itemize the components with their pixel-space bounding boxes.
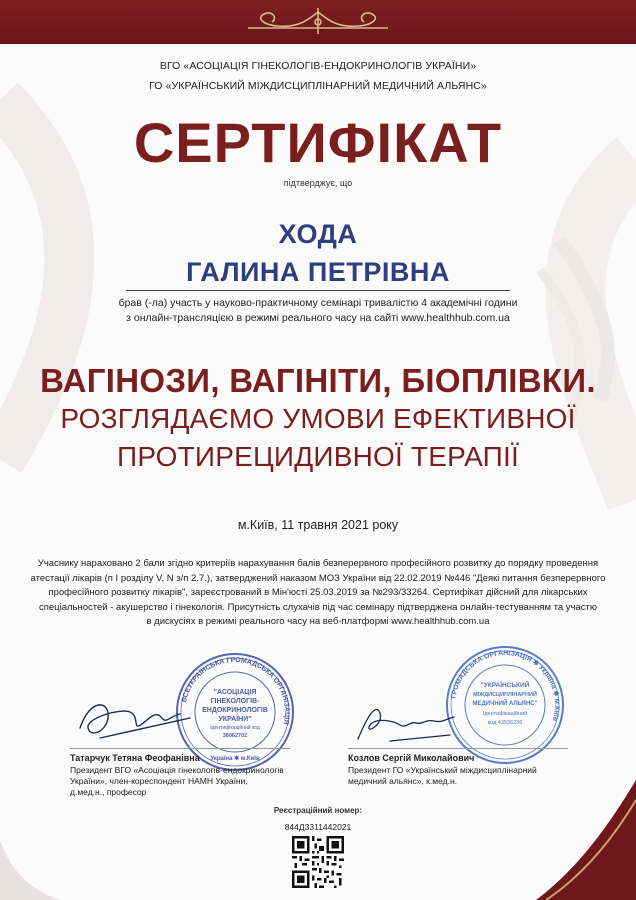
signatory-left-name: Татарчук Тетяна Феофанівна xyxy=(70,753,200,763)
registration-number: 844Д3311442021 xyxy=(284,822,352,832)
left-signature xyxy=(70,688,200,748)
participation-line-1: брав (-ла) участь у науково-практичному семінарі тривалістю 4 академічні години xyxy=(118,297,518,309)
right-signature-line xyxy=(348,748,568,749)
topic-line-2: РОЗГЛЯДАЄМО УМОВИ ЕФЕКТИВНОЇ xyxy=(60,403,576,434)
right-seal-center-5: код 43536236 xyxy=(487,720,523,726)
organizer-line-2: ГО «УКРАЇНСЬКИЙ МІЖДИСЦИПЛІНАРНИЙ МЕДИЧНИЙ АЛЬЯНС» xyxy=(149,80,487,92)
accreditation-line-4: спеціальностей - акушерство і гінекологія. Присутність слухачів під час семінару підтверджена онлайн-тестуванням та участю xyxy=(38,601,598,613)
ornament-icon xyxy=(228,6,408,38)
topic-line-1: ВАГІНОЗИ, ВАГІНІТИ, БІОПЛІВКИ. xyxy=(40,362,596,399)
accreditation-line-3: професійного розвитку лікарів", зареєстрований в Мін'юсті 25.03.2019 за №293/33264. Сертифікат дійсний для лікарських xyxy=(48,587,588,598)
place-date: м.Київ, 11 травня 2021 року xyxy=(237,518,399,532)
corner-decoration-right xyxy=(476,780,636,900)
signatory-left-title-1: Президент ВГО «Асоціація гінекологів-ендокринологів xyxy=(70,765,284,775)
certificate-title: СЕРТИФІКАТ xyxy=(133,111,503,174)
signatory-right-title-1: Президент ГО «Український міждисциплінарний xyxy=(348,765,537,775)
left-signature-line xyxy=(70,748,290,749)
left-seal-bottom: Україна ✱ м.Київ xyxy=(210,756,260,762)
recipient-given-names: ГАЛИНА ПЕТРІВНА xyxy=(186,257,450,287)
registration-label: Реєстраційний номер: xyxy=(273,806,363,815)
accreditation-line-1: Учаснику нараховано 2 бали згідно критеріїв нарахування балів безперервного професійного розвитку до порядку проведення xyxy=(37,558,599,569)
confirms-text: підтверджує, що xyxy=(283,178,353,188)
accreditation-line-2: атестації лікарів (п I розділу V, N з/п 2.7.), затверджений наказом МОЗ України від 22.02.2019 №446 "Деякі питання безперервного xyxy=(30,572,606,584)
signatory-left xyxy=(70,753,325,798)
left-seal-center-4: УКРАЇНИ" xyxy=(218,716,252,723)
right-seal-center-2: МІЖДИСЦИПЛІНАРНИЙ xyxy=(473,692,537,698)
signatory-left-title-3: д.мед.н., професор xyxy=(70,787,147,797)
left-seal-ring-text: ВСЕУКРАЇНСЬКА ГРОМАДСЬКА ОРГАНІЗАЦІЯ xyxy=(180,656,291,725)
participation-line-2: з онлайн-трансляцією в режимі реального часу на сайті www.healthhub.com.ua xyxy=(126,312,510,324)
corner-decoration-left xyxy=(0,840,60,900)
name-underline xyxy=(126,290,510,291)
left-seal-center-5: Ідентифікаційний код xyxy=(210,725,260,731)
left-seal-center-1: "АСОЦІАЦІЯ xyxy=(213,689,257,696)
signatory-right-name: Козлов Сергій Миколайович xyxy=(348,753,475,763)
topic-line-3: ПРОТИРЕЦИДИВНОЇ ТЕРАПІЇ xyxy=(117,441,519,472)
recipient-surname: ХОДА xyxy=(278,219,358,249)
organizer-line-1: ВГО «АСОЦІАЦІЯ ГІНЕКОЛОГІВ-ЕНДОКРИНОЛОГІВ УКРАЇНИ» xyxy=(159,60,477,72)
right-seal-center-3: МЕДИЧНИЙ АЛЬЯНС" xyxy=(472,701,538,707)
accreditation-text xyxy=(0,557,636,630)
signatory-right-title-2: медичний альянс», к.мед.н. xyxy=(348,776,458,786)
right-seal-center-1: "УКРАЇНСЬКИЙ xyxy=(480,682,530,689)
right-seal-ring-text: ГРОМАДСЬКА ОРГАНІЗАЦІЯ ✱ Україна ✱ м.Київ xyxy=(450,649,561,722)
left-seal-center-6: 38062702 xyxy=(222,733,248,739)
right-signature xyxy=(350,695,460,750)
right-seal-center-4: Ідентифікаційний xyxy=(482,711,528,717)
accreditation-line-5: в дискусіях в режимі реального часу на веб-платформі www.healthhub.com.ua xyxy=(146,616,490,627)
left-seal-center-3: ЕНДОКРИНОЛОГІВ xyxy=(202,707,268,714)
signatory-left-title-2: України», член-кореспондент НАМН України, xyxy=(70,776,248,786)
qr-code-icon xyxy=(292,836,344,888)
left-seal-center-2: ГІНЕКОЛОГІВ- xyxy=(210,698,260,705)
right-seal-stamp xyxy=(441,645,569,765)
